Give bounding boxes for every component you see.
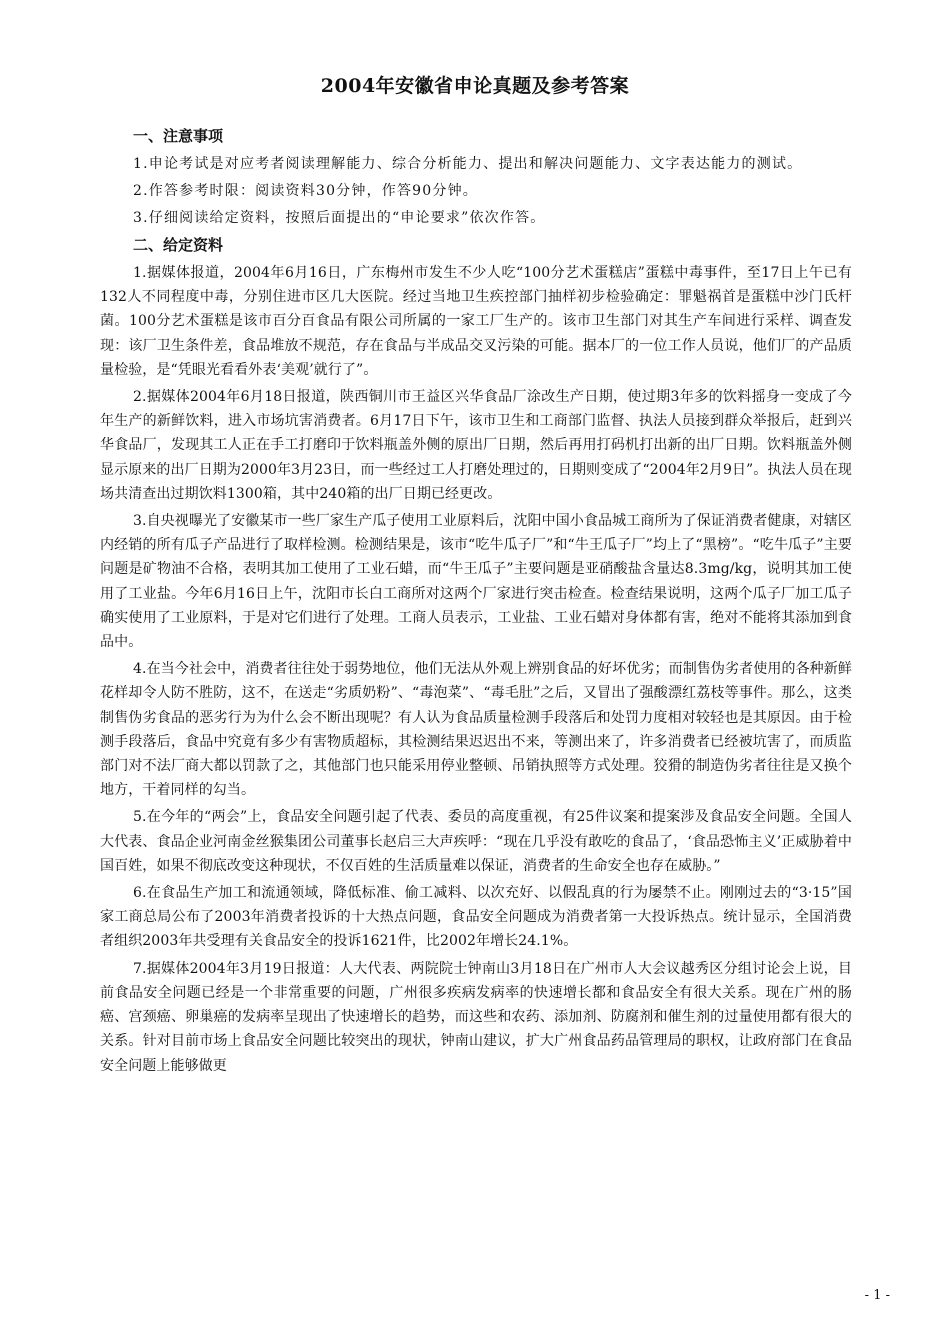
material-paragraph: 7.据媒体2004年3月19日报道：人大代表、两院院士钟南山3月18日在广州市人大会议越秀区分组讨论会上说，目前食品安全问题已经是一个非常重要的问题，广州很多疾病发病率的快速增长都和食品安全有很大关系。现在广州的肠癌、宫颈癌、卵巢癌的发病率呈现出了快速增长的趋势，而这些和农药、添加剂、防腐剂和催生剂的过量使用都有很大的关系。针对目前市场上食品安全问题比较突出的现状，钟南山建议，扩大广州食品药品管理局的职权，让政府部门在食品安全问题上能够做更 <box>100 960 852 1074</box>
material-paragraph: 4.在当今社会中，消费者往往处于弱势地位，他们无法从外观上辨别食品的好坏优劣；而制售伪劣者使用的各种新鲜花样却令人防不胜防，这不，在送走“劣质奶粉”、“毒泡菜”、“毒毛肚”之后，又冒出了强酸漂红荔枝等事件。那么，这类制售伪劣食品的恶劣行为为什么会不断出现呢？有人认为食品质量检测手段落后和处罚力度相对较轻也是其原因。由于检测手段落后，食品中究竟有多少有害物质超标，其检测结果迟迟出不来，等测出来了，许多消费者已经被坑害了，而质监部门对不法厂商大都以罚款了之，其他部门也只能采用停业整顿、吊销执照等方式处理。狡猾的制造伪劣者往往是又换个地方，干着同样的勾当。 <box>100 661 852 799</box>
section-heading-notes: 一、注意事项 <box>133 127 224 145</box>
document-body <box>100 124 852 1081</box>
section-heading-materials: 二、给定资料 <box>133 236 224 254</box>
material-paragraph: 2.据媒体2004年6月18日报道，陕西铜川市王益区兴华食品厂涂改生产日期，使过期3年多的饮料摇身一变成了今年生产的新鲜饮料，进入市场坑害消费者。6月17日下午，该市卫生和工商部门监督、执法人员接到群众举报后，赶到兴华食品厂，发现其工人正在手工打磨印于饮料瓶盖外侧的原出厂日期，然后再用打码机打出新的出厂日期。饮料瓶盖外侧显示原来的出厂日期为2000年3月23日，而一些经过工人打磨处理过的，日期则变成了“2004年2月9日”。执法人员在现场共清查出过期饮料1300箱，其中240箱的出厂日期已经更改。 <box>100 389 853 502</box>
material-paragraph: 3.自央视曝光了安徽某市一些厂家生产瓜子使用工业原料后，沈阳中国小食品城工商所为了保证消费者健康，对辖区内经销的所有瓜子产品进行了取样检测。检测结果是，该市“吃牛瓜子厂”和“牛王瓜子厂”均上了“黑榜”。“吃牛瓜子”主要问题是矿物油不合格，表明其加工使用了工业石蜡，而“牛王瓜子”主要问题是亚硝酸盐含量达8.3mg/kg，说明其加工使用了工业盐。今年6月16日上午，沈阳市长白工商所对这两个厂家进行突击检查。检查结果说明，这两个瓜子厂加工瓜子确实使用了工业原料，于是对它们进行了处理。工商人员表示，工业盐、工业石蜡对身体都有害，绝对不能将其添加到食品中。 <box>100 513 852 651</box>
material-paragraph: 5.在今年的“两会”上，食品安全问题引起了代表、委员的高度重视，有25件议案和提案涉及食品安全问题。全国人大代表、食品企业河南金丝猴集团公司董事长赵启三大声疾呼：“现在几乎没有敢吃的食品了，‘食品恐怖主义’正威胁着中国百姓，如果不彻底改变这种现状，不仅百姓的生活质量难以保证，消费者的生命安全也存在威胁。” <box>100 809 852 874</box>
note-item: 2.作答参考时限：阅读资料30分钟，作答90分钟。 <box>133 183 478 199</box>
material-paragraph: 6.在食品生产加工和流通领域，降低标准、偷工减料、以次充好、以假乱真的行为屡禁不止。刚刚过去的“3·15”国家工商总局公布了2003年消费者投诉的十大热点问题，食品安全问题成为消费者第一大投诉热点。统计显示，全国消费者组织2003年共受理有关食品安全的投诉1621件，比2002年增长24.1%。 <box>100 885 852 950</box>
note-item: 1.申论考试是对应考者阅读理解能力、综合分析能力、提出和解决问题能力、文字表达能力的测试。 <box>133 156 803 172</box>
material-paragraph: 1.据媒体报道，2004年6月16日，广东梅州市发生不少人吃“100分艺术蛋糕店”蛋糕中毒事件，至17日上午已有132人不同程度中毒，分别住进市区几大医院。经过当地卫生疾控部门抽样初步检验确定：罪魁祸首是蛋糕中沙门氏杆菌。100分艺术蛋糕是该市百分百食品有限公司所属的一家工厂生产的。该市卫生部门对其生产车间进行采样、调查发现：该厂卫生条件差，食品堆放不规范，存在食品与半成品交叉污染的可能。据本厂的一位工作人员说，他们厂的产品质量检验，是“凭眼光看看外表‘美观’就行了”。 <box>100 265 852 378</box>
document-title: 2004年安徽省申论真题及参考答案 <box>320 75 630 97</box>
page-number: - 1 - <box>864 1288 890 1303</box>
note-item: 3.仔细阅读给定资料，按照后面提出的“申论要求”依次作答。 <box>133 210 546 226</box>
